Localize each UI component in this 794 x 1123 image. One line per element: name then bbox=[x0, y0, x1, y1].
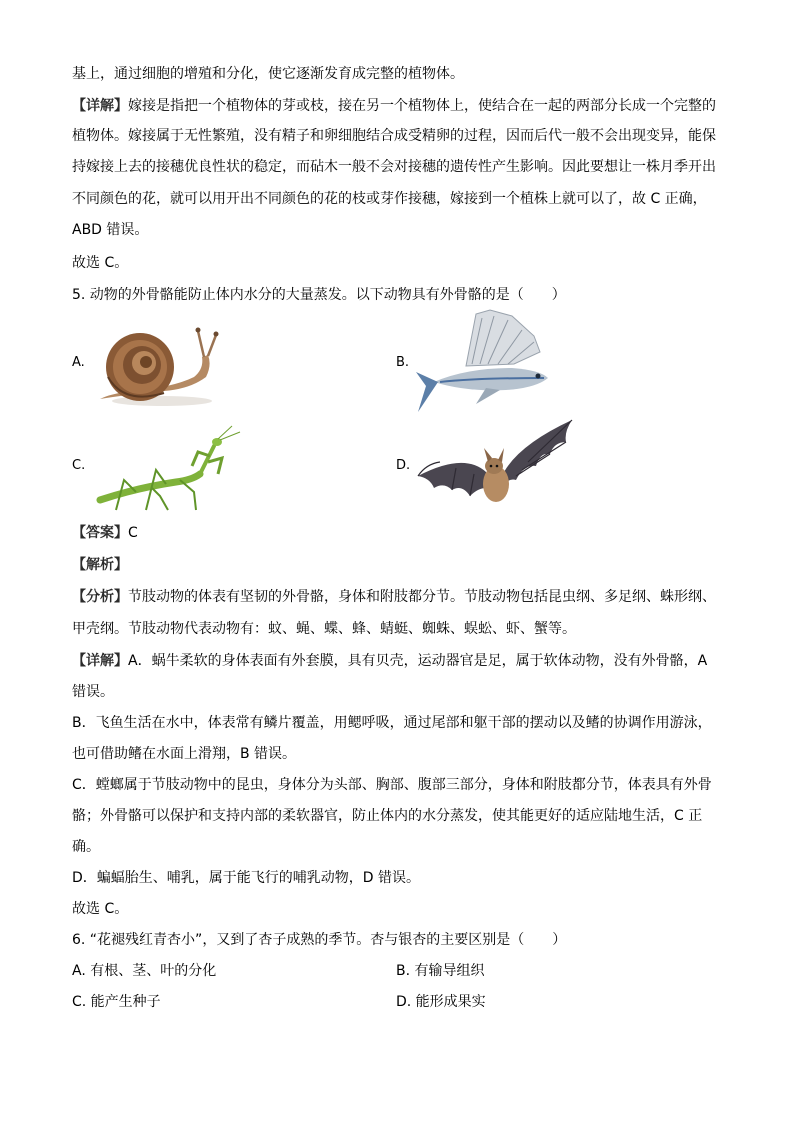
text-line: 错误。 bbox=[72, 684, 114, 700]
option-b-label: B. bbox=[396, 355, 410, 370]
flying-fish-image bbox=[416, 308, 566, 416]
question-6-option-b: B. 有输导组织 bbox=[396, 963, 485, 979]
detail-line bbox=[72, 96, 716, 116]
question-6-option-a: A. 有根、茎、叶的分化 bbox=[72, 963, 217, 979]
text-line: 骼；外骨骼可以保护和支持内部的柔软器官，防止体内的水分蒸发，使其能更好的适应陆地生活，C 正 bbox=[72, 808, 703, 824]
snail-image bbox=[94, 325, 219, 410]
detail-label: 【详解】 bbox=[72, 653, 128, 669]
text-line: 甲壳纲。节肢动物代表动物有：蚊、蝇、蝶、蜂、蜻蜓、蜘蛛、蜈蚣、虾、蟹等。 bbox=[72, 621, 576, 637]
analysis-label: 【解析】 bbox=[72, 557, 128, 573]
question-6-stem: 6. “花褪残红青杏小”，又到了杏子成熟的季节。杏与银杏的主要区别是（ ） bbox=[72, 932, 567, 948]
text-line: 不同颜色的花，就可以用开出不同颜色的花的枝或芽作接穗，嫁接到一个植株上就可以了，故 C 正确， bbox=[72, 191, 707, 207]
question-6-option-c: C. 能产生种子 bbox=[72, 994, 161, 1010]
detail-text: 嫁接是指把一个植物体的芽或枝，接在另一个植物体上，使结合在一起的两部分长成一个完整的 bbox=[128, 98, 716, 114]
text-line: C．螳螂属于节肢动物中的昆虫，身体分为头部、胸部、腹部三部分，身体和附肢都分节，体表具有外骨 bbox=[72, 777, 712, 793]
text-line: 持嫁接上去的接穗优良性状的稳定，而砧木一般不会对接穗的遗传性产生影响。因此要想让一株月季开出 bbox=[72, 159, 716, 175]
analysis-heading bbox=[72, 555, 128, 575]
detail-text: A．蜗牛柔软的身体表面有外套膜，具有贝壳，运动器官是足，属于软体动物，没有外骨骼，A bbox=[128, 653, 708, 669]
text-line: 故选 C。 bbox=[72, 901, 129, 917]
answer-label: 【答案】 bbox=[72, 525, 128, 541]
text-line: 基上，通过细胞的增殖和分化，使它逐渐发育成完整的植物体。 bbox=[72, 66, 464, 82]
mantis-image bbox=[96, 422, 246, 514]
question-5-stem: 5. 动物的外骨骼能防止体内水分的大量蒸发。以下动物具有外骨骼的是（ ） bbox=[72, 287, 566, 303]
bat-image bbox=[416, 418, 576, 516]
text-line: 确。 bbox=[72, 839, 100, 855]
analysis-sub-label: 【分析】 bbox=[72, 589, 128, 605]
option-c-label: C. bbox=[72, 458, 86, 473]
analysis-text: 节肢动物的体表有坚韧的外骨骼，身体和附肢都分节。节肢动物包括昆虫纲、多足纲、蛛形纲、 bbox=[128, 589, 716, 605]
text-line: ABD 错误。 bbox=[72, 222, 149, 238]
question-6-option-d: D. 能形成果实 bbox=[396, 994, 486, 1010]
answer-value: C bbox=[128, 525, 138, 541]
detail-label: 【详解】 bbox=[72, 98, 128, 114]
option-a-label: A. bbox=[72, 355, 85, 370]
detail-line bbox=[72, 651, 707, 671]
text-line: 故选 C。 bbox=[72, 255, 129, 271]
text-line: 也可借助鳍在水面上滑翔，B 错误。 bbox=[72, 746, 297, 762]
answer-line bbox=[72, 523, 138, 543]
analysis-line bbox=[72, 587, 716, 607]
text-line: D．蝙蝠胎生、哺乳，属于能飞行的哺乳动物，D 错误。 bbox=[72, 870, 421, 886]
option-d-label: D. bbox=[396, 458, 411, 473]
text-line: 植物体。嫁接属于无性繁殖，没有精子和卵细胞结合成受精卵的过程，因而后代一般不会出现变异，能保 bbox=[72, 128, 716, 144]
text-line: B．飞鱼生活在水中，体表常有鳞片覆盖，用鳃呼吸，通过尾部和躯干部的摆动以及鳍的协调作用游泳， bbox=[72, 715, 712, 731]
